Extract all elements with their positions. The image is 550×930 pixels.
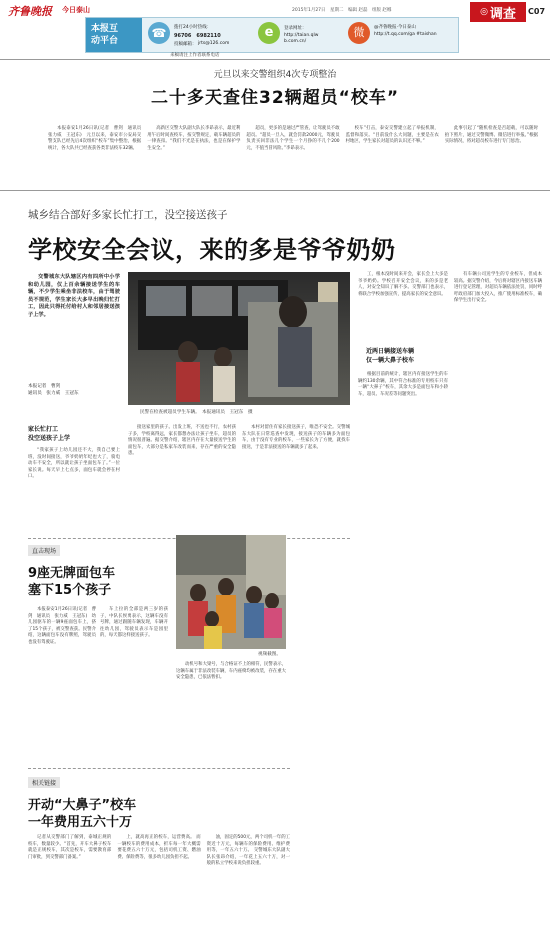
masthead-divider: [0, 59, 550, 60]
masthead: [0, 0, 550, 58]
article-4-col2-text: 上，就高再正的校车，运营费高。 而一辆校车的费用成本，折车每一年大概需要花费五六十万元，包括司机工资、燃油费、保险费等，很多幼儿园负担不起。: [117, 835, 201, 860]
article-4-body: [28, 835, 290, 925]
article-1-divider: [0, 190, 550, 191]
page-number: C07: [528, 7, 546, 16]
article-2-subhead-1: 家长忙打工 没空送孩子上学: [28, 426, 71, 442]
weibo-url: http://t.qq.com/ga #taishan: [374, 32, 437, 37]
section-title: [470, 2, 526, 22]
article-2-subhead-2: 近两日辆接送车辆 仅一辆大鼻子校车: [366, 348, 415, 364]
article-2-col4: [358, 272, 448, 352]
article-2-sub1-text: “我家孩子上幼儿园还不大，我自己要上班，没时间接送，爷爷奶奶年纪也大了，骑电动车不安全，所以就让孩子坐面包车了。”一位家长说。每天早上七点多，面包车就会停在村口。: [28, 448, 120, 480]
article-3-section-tag: 直击现场: [28, 545, 60, 556]
school-bus-photo-caption: 民警在检查被超员学生车辆。 本报通讯员 王冠东 摄: [140, 410, 253, 415]
platform-title-line2: 动平台: [91, 36, 119, 46]
email-label: 投稿邮箱：: [174, 42, 197, 47]
article-2-col4-text: 工，根本没时间来开会，家长会上大多是爷爷奶奶。学校召开安全会议，来的多是老人，对安全知识了解不多。交警部门也表示，将联合学校加强宣传，提高家长的安全意识。: [358, 272, 448, 297]
phone-label: 拨打24小时热线：: [174, 25, 212, 30]
children-photo: [176, 535, 286, 649]
article-4-col1-text: 记者从交警部门了解到，泰城正规的校车，数量较少。“首先，开车大鼻子校车就是正规校车，其次是校车，需要教育部门审批，到交警部门备案。”: [28, 835, 112, 860]
article-3-col1: [28, 607, 96, 757]
web-icon: e: [258, 22, 280, 44]
article-1-col5: 此事引起了“随机检查是否超载，可以随时拍下照片，通过交警微博、微信进行举报。”根据实际情况，将对超员校车进行专门惩治。: [444, 126, 539, 145]
article-2-lead-text: 交警城东大队辖区内有四所中小学和幼儿园，仅上百余辆接送学生的车辆，不少学生乘坐非法校车，由于驾驶员不规范，学生家长大多早出晚归忙打工，因此只得托付给村人和邻居接送孩子上学。: [28, 274, 120, 318]
article-2-col3-text: 本村对留住有家长接送孩子，唯恐不安全。交警城东大队在日常巡查中发现，接送孩子的车辆多为面包车，由于没有专业的校车，一些家长为了方便，就找车接送，于是非法接送的车辆就多了起来。: [242, 425, 350, 450]
article-1-col4: 校车”打击，泰安交警建立起了举报机制，监督和落实。“目前没什么大问题，主要是在农村地区，学生家长对超员的认识还不够。”: [345, 126, 439, 145]
article-3-col3-text: 动机号和大梁号，与合格证不上的相符，民警表示，这辆车属于非法改装车辆，车内座椅均被改装，存在重大安全隐患，已依法暂扣。: [176, 662, 286, 681]
article-1-col3: 超员，更多的是通过严管查，让驾驶员不敢超员。“超员一旦入，就会罚款2000元，驾驶员负责买回非法儿个学生一个月挣的不几个200元，不值当冒风险。”李昂表示。: [246, 126, 340, 151]
article-2-byline: 本报记者 曹剑 通讯员 张力威 王冠东: [28, 384, 79, 396]
article-1-kicker: 元旦以来交警组织4次专项整治: [213, 70, 337, 80]
article-2-sub2-body: [358, 372, 448, 532]
weibo-icon: 微: [348, 22, 370, 44]
school-bus-photo: [128, 272, 350, 405]
platform-footer: 来稿请注上作者联系电话: [170, 53, 220, 58]
article-3-col3: [176, 662, 286, 757]
article-3-headline: 9座无牌面包车 塞下15个孩子: [28, 566, 116, 598]
article-2-kicker: 城乡结合部好多家长忙打工，没空接送孩子: [28, 209, 228, 221]
article-3-col2: [100, 607, 168, 757]
article-2-lead: [28, 274, 120, 320]
web-label: 登录网址：: [284, 26, 307, 31]
article-4-section-tag: 相关链接: [28, 777, 60, 788]
article-1-col2: 高新区交警大队副大队长李昂表示，最近利用午后时间查校车，按交警规定，载车辆超员的一律查扣。“我们不光是在执法，也是在保护学生安全。”: [147, 126, 241, 151]
phone-number: 96706 6982110: [174, 33, 221, 39]
article-2-col5-text: 有车辆公司送学生的专业校车，但成本较高。据交警介绍，今后将对辖区内接送车辆进行登记管理，对超员车辆依法处罚，同时呼吁政府部门加大投入，推广使用标准校车，确保学生出行安全。: [454, 272, 542, 304]
web-url: http://taian.qlw b.com.cn/: [284, 33, 319, 44]
article-3-lead-text: 本报泰安1月26日讯(记者 曹剑 通讯员 张力威 王冠东) 幼儿园驱车的一辆9座面包车上，挤了15个孩子，被交警查获。民警介绍，这辆面包车没有牌照，驾驶员也没有驾驶证。: [28, 607, 96, 645]
date-line: 2015年1月27日 星期二 编辑 赵磊 组版 赵娜: [292, 8, 392, 13]
interaction-platform-box: [85, 17, 459, 53]
article-1-headline: 二十多天查住32辆超员“校车”: [150, 88, 399, 108]
article-4-headline: 开动“大鼻子”校车 一年费用五六十万: [28, 798, 137, 830]
section-label: 调查: [489, 6, 516, 22]
article-2-col2-text: 接送家里的孩子。出发上班，不送也不行，农村孩子多，学校离得远，家长都想办法让孩子坐车，超员的情况很普遍。据交警介绍，辖区内存在大量接送学生的面包车，大部分是私家车改装而来，存在严重的安全隐患。: [128, 425, 236, 457]
article-3-divider: [28, 768, 290, 769]
article-2-col1-body: [28, 448, 120, 532]
edition-name: 今日泰山: [62, 6, 90, 14]
email-value: jrts@126.com: [198, 41, 230, 46]
article-2-col5: [454, 272, 542, 532]
article-3-col2-text: 车上拉的全部是两三岁的孩子，中队长侯勇表示，这辆车没有号牌，通过跟随车辆发现，车辆开往幼儿园，驾驶员表示车是园里的，每天都这样接送孩子。: [100, 607, 168, 639]
school-bus-photo-svg: [128, 272, 350, 405]
article-1-body: [48, 126, 538, 178]
children-photo-svg: [176, 535, 286, 649]
article-1-lead: 本报泰安1月26日讯(记者 曹剑 通讯员 张力威 王冠东) 元旦以来，泰安市公安局交警支队已经先后4次组织“校车”集中整治，根据统计，各大队共已经查获各类非法校车32辆。: [48, 126, 146, 151]
article-2-under-photo: [128, 425, 350, 533]
section-badge-icon: ◎: [480, 7, 488, 17]
platform-title-block: [86, 18, 142, 52]
article-4-col3-text: 油，固定的500元，两个司机一年的工资近十万元，每辆车的保险费用、维护费用等，一年五六十万。 交警城东大队副大队长张昂介绍，一年花上五六十万，对一般的私立学校来说负担较重。: [206, 835, 290, 867]
article-2-headline: 学校安全会议，来的多是爷爷奶奶: [28, 236, 396, 264]
children-photo-caption: 视频截图。: [258, 652, 281, 657]
phone-icon: ☎: [148, 22, 170, 44]
platform-title-line1: 本报互: [91, 24, 119, 34]
weibo-label: @齐鲁晚报·今日泰山: [374, 25, 416, 30]
newspaper-logo: 齐鲁晚报: [8, 5, 52, 18]
article-2-sub2-text: 根据目前的统计，辖区内有接送学生的车辆约130余辆，其中符合标准的专用校车只有一辆“大鼻子”校车，其余大多是面包车和小轿车，超员、车况差等问题突出。: [358, 372, 448, 397]
